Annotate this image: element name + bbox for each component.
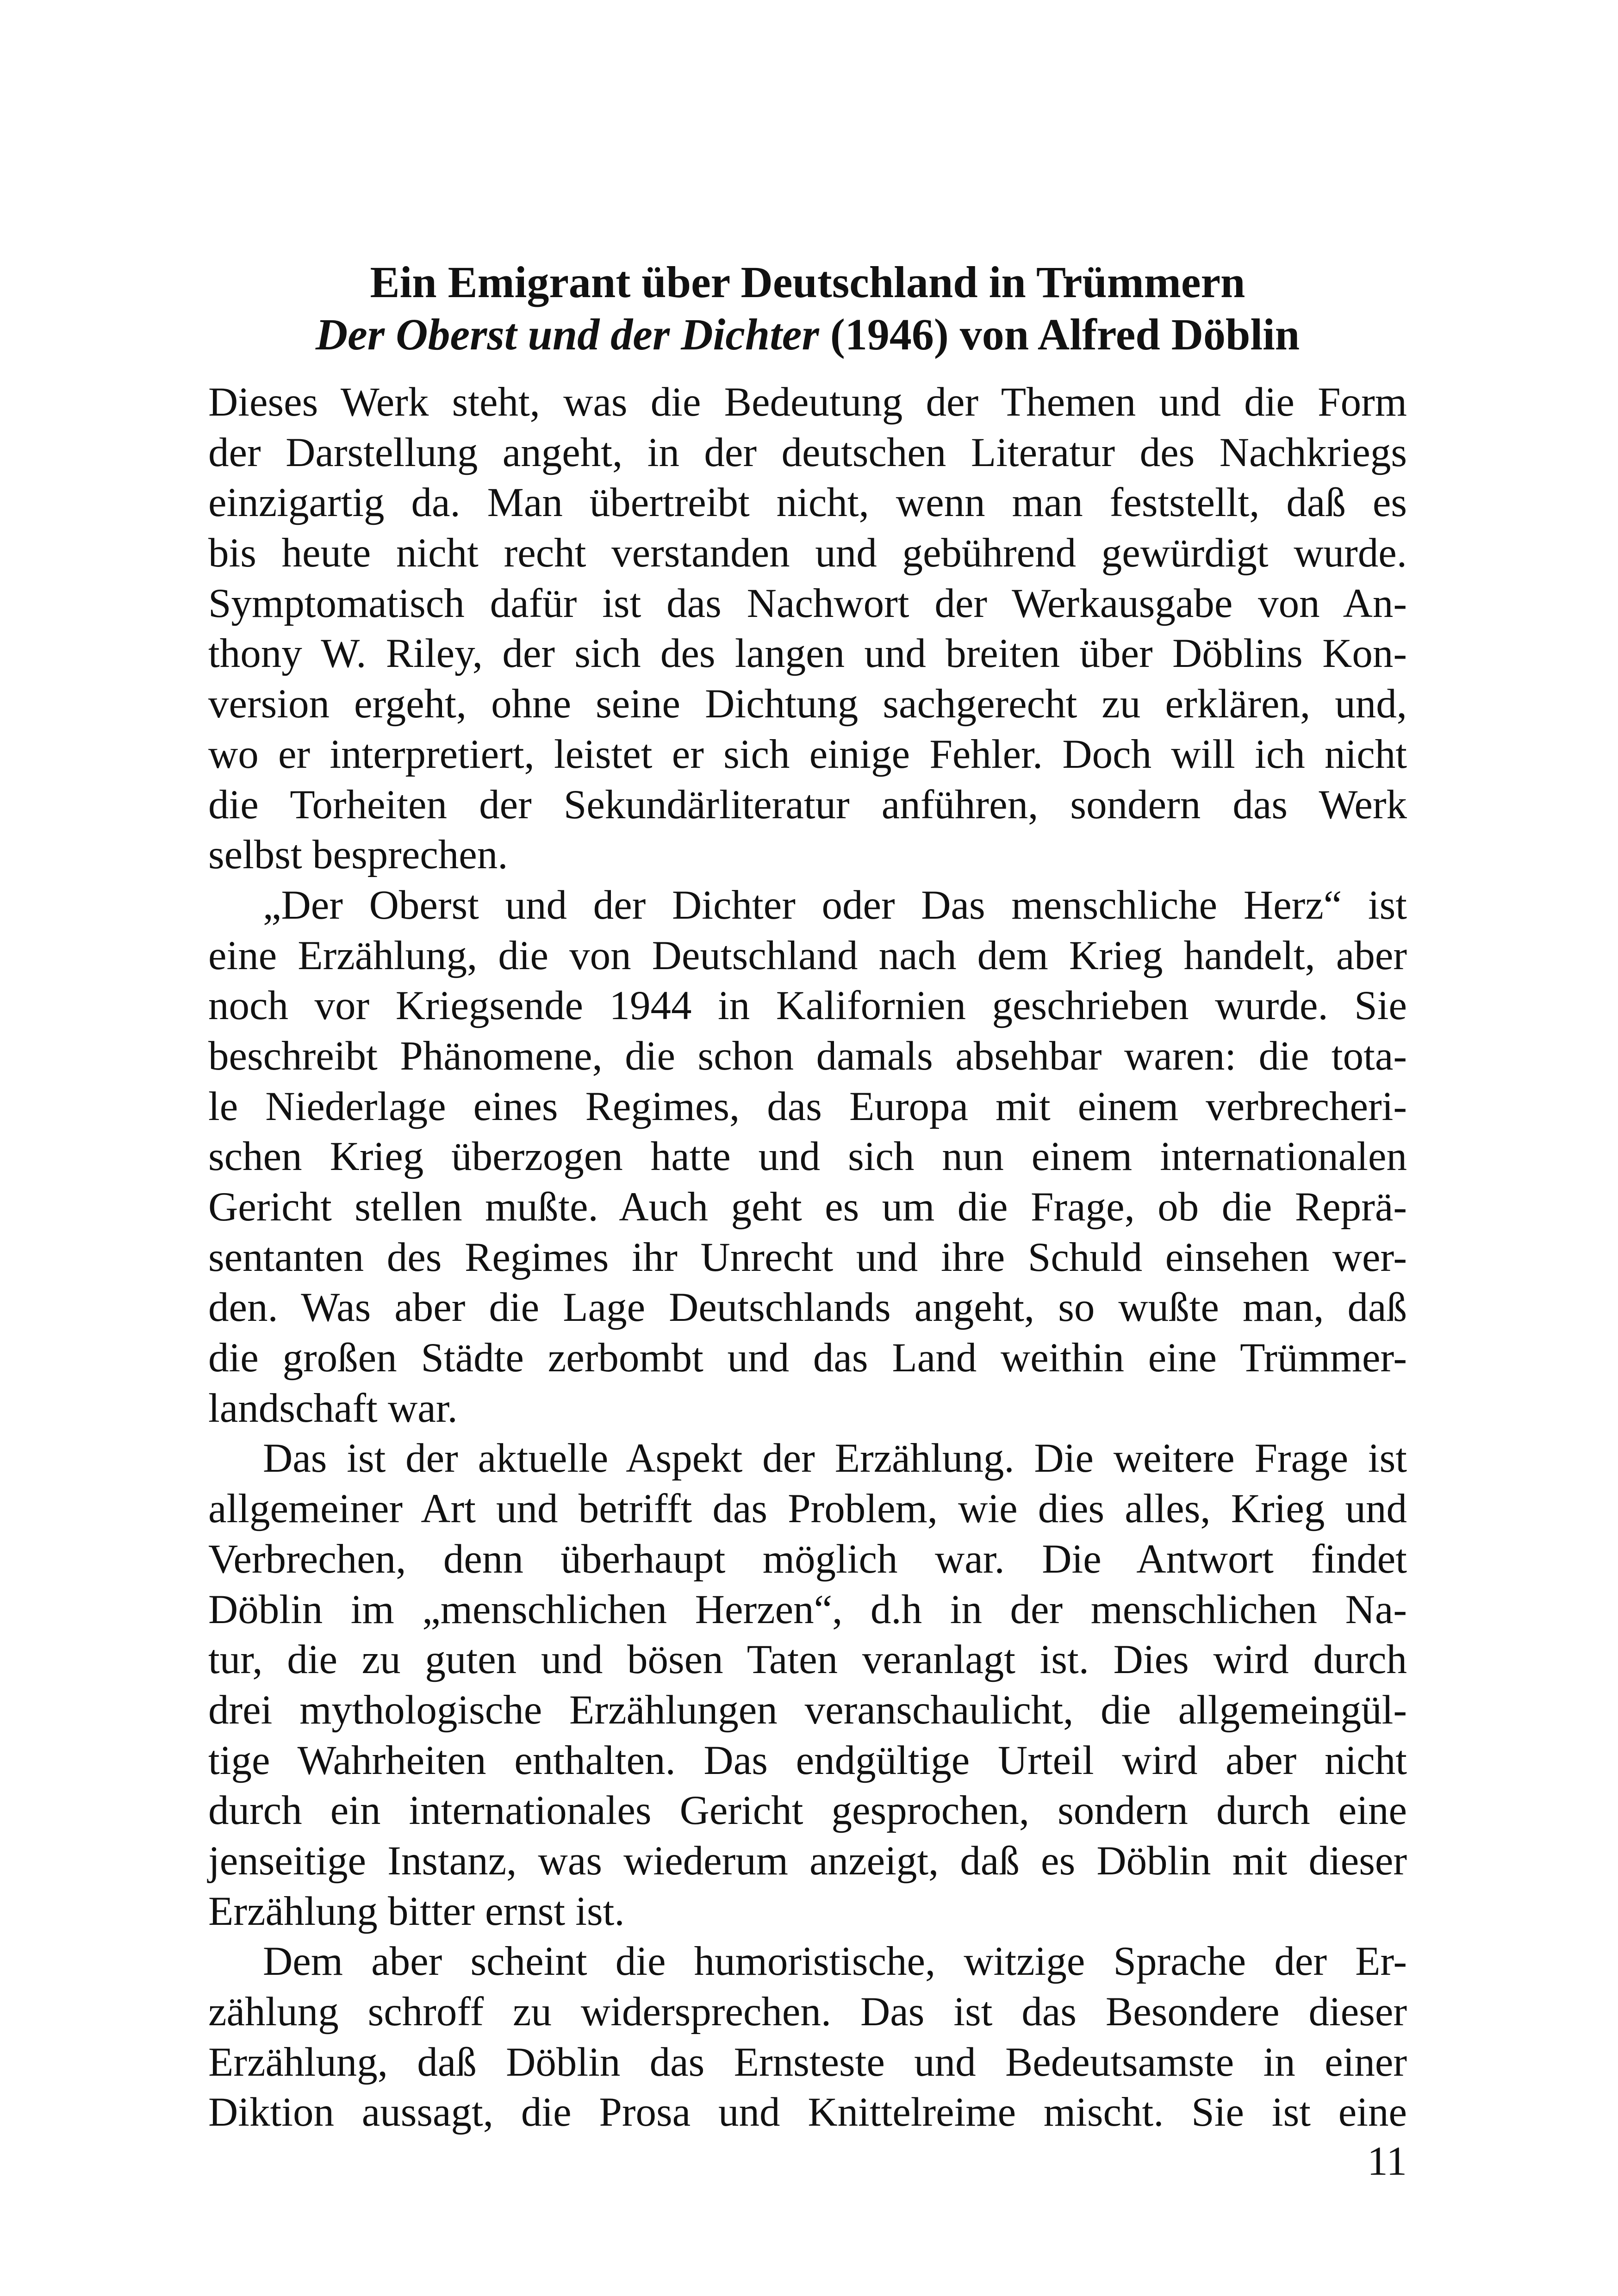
page-number: 11 bbox=[1367, 2139, 1407, 2184]
text-line: Dieses Werk steht, was die Bedeutung der Themen und die Form bbox=[208, 380, 1407, 425]
text-line: sentanten des Regimes ihr Unrecht und ihre Schuld einsehen wer- bbox=[208, 1234, 1407, 1280]
text-line: Diktion aussagt, die Prosa und Knittelreime mischt. Sie ist eine bbox=[208, 2090, 1407, 2135]
text-line: allgemeiner Art und betrifft das Problem, wie dies alles, Krieg und bbox=[208, 1486, 1407, 1532]
paragraph bbox=[208, 1936, 1407, 2138]
chapter-heading-line-1: Ein Emigrant über Deutschland in Trümmern bbox=[370, 257, 1245, 307]
chapter-subheading-rest: (1946) von Alfred Döblin bbox=[819, 310, 1300, 359]
paragraph bbox=[208, 1433, 1407, 1936]
text-line: „Der Oberst und der Dichter oder Das menschliche Herz“ ist bbox=[263, 882, 1407, 928]
text-line: landschaft war. bbox=[208, 1385, 458, 1431]
text-line: Erzählung bitter ernst ist. bbox=[208, 1888, 625, 1934]
text-line: Erzählung, daß Döblin das Ernsteste und Bedeutsamste in einer bbox=[208, 2039, 1407, 2085]
text-line: thony W. Riley, der sich des langen und breiten über Döblins Kon- bbox=[208, 631, 1407, 677]
chapter-heading bbox=[208, 257, 1407, 308]
text-line: jenseitige Instanz, was wiederum anzeigt, daß es Döblin mit dieser bbox=[208, 1838, 1407, 1884]
text-line: wo er interpretiert, leistet er sich einige Fehler. Doch will ich nicht bbox=[208, 731, 1407, 777]
body-text bbox=[208, 377, 1407, 2138]
text-line: Dem aber scheint die humoristische, witzige Sprache der Er- bbox=[263, 1939, 1407, 1985]
text-line: noch vor Kriegsende 1944 in Kalifornien geschrieben wurde. Sie bbox=[208, 983, 1407, 1029]
text-line: zählung schroff zu widersprechen. Das ist das Besondere dieser bbox=[208, 1989, 1407, 2035]
text-line: tur, die zu guten und bösen Taten veranlagt ist. Dies wird durch bbox=[208, 1637, 1407, 1683]
paragraph bbox=[208, 880, 1407, 1434]
work-title: Der Oberst und der Dichter bbox=[315, 310, 819, 359]
text-line: le Niederlage eines Regimes, das Europa mit einem verbrecheri- bbox=[208, 1083, 1407, 1129]
text-line: Gericht stellen mußte. Auch geht es um die Frage, ob die Reprä- bbox=[208, 1184, 1407, 1230]
text-line: eine Erzählung, die von Deutschland nach dem Krieg handelt, aber bbox=[208, 933, 1407, 978]
paragraph bbox=[208, 377, 1407, 880]
text-line: beschreibt Phänomene, die schon damals absehbar waren: die tota- bbox=[208, 1033, 1407, 1079]
text-line: die großen Städte zerbombt und das Land weithin eine Trümmer- bbox=[208, 1335, 1407, 1381]
text-line: tige Wahrheiten enthalten. Das endgültige Urteil wird aber nicht bbox=[208, 1737, 1407, 1783]
text-line: Symptomatisch dafür ist das Nachwort der Werkausgabe von An- bbox=[208, 580, 1407, 626]
text-line: selbst besprechen. bbox=[208, 832, 508, 878]
text-line: durch ein internationales Gericht gesprochen, sondern durch eine bbox=[208, 1788, 1407, 1834]
text-line: bis heute nicht recht verstanden und gebührend gewürdigt wurde. bbox=[208, 530, 1407, 576]
text-line: der Darstellung angeht, in der deutschen Literatur des Nachkriegs bbox=[208, 429, 1407, 475]
text-line: einzigartig da. Man übertreibt nicht, wenn man feststellt, daß es bbox=[208, 480, 1407, 526]
text-line: Döblin im „menschlichen Herzen“, d.h in der menschlichen Na- bbox=[208, 1587, 1407, 1632]
text-line: die Torheiten der Sekundärliteratur anführen, sondern das Werk bbox=[208, 782, 1407, 828]
text-line: Verbrechen, denn überhaupt möglich war. Die Antwort findet bbox=[208, 1536, 1407, 1582]
text-line: schen Krieg überzogen hatte und sich nun einem internationalen bbox=[208, 1134, 1407, 1180]
text-line: drei mythologische Erzählungen veranschaulicht, die allgemeingül- bbox=[208, 1687, 1407, 1733]
text-line: Das ist der aktuelle Aspekt der Erzählung. Die weitere Frage ist bbox=[263, 1436, 1407, 1481]
text-line: den. Was aber die Lage Deutschlands angeht, so wußte man, daß bbox=[208, 1285, 1407, 1331]
chapter-subheading bbox=[208, 309, 1407, 360]
text-line: version ergeht, ohne seine Dichtung sachgerecht zu erklären, und, bbox=[208, 681, 1407, 727]
